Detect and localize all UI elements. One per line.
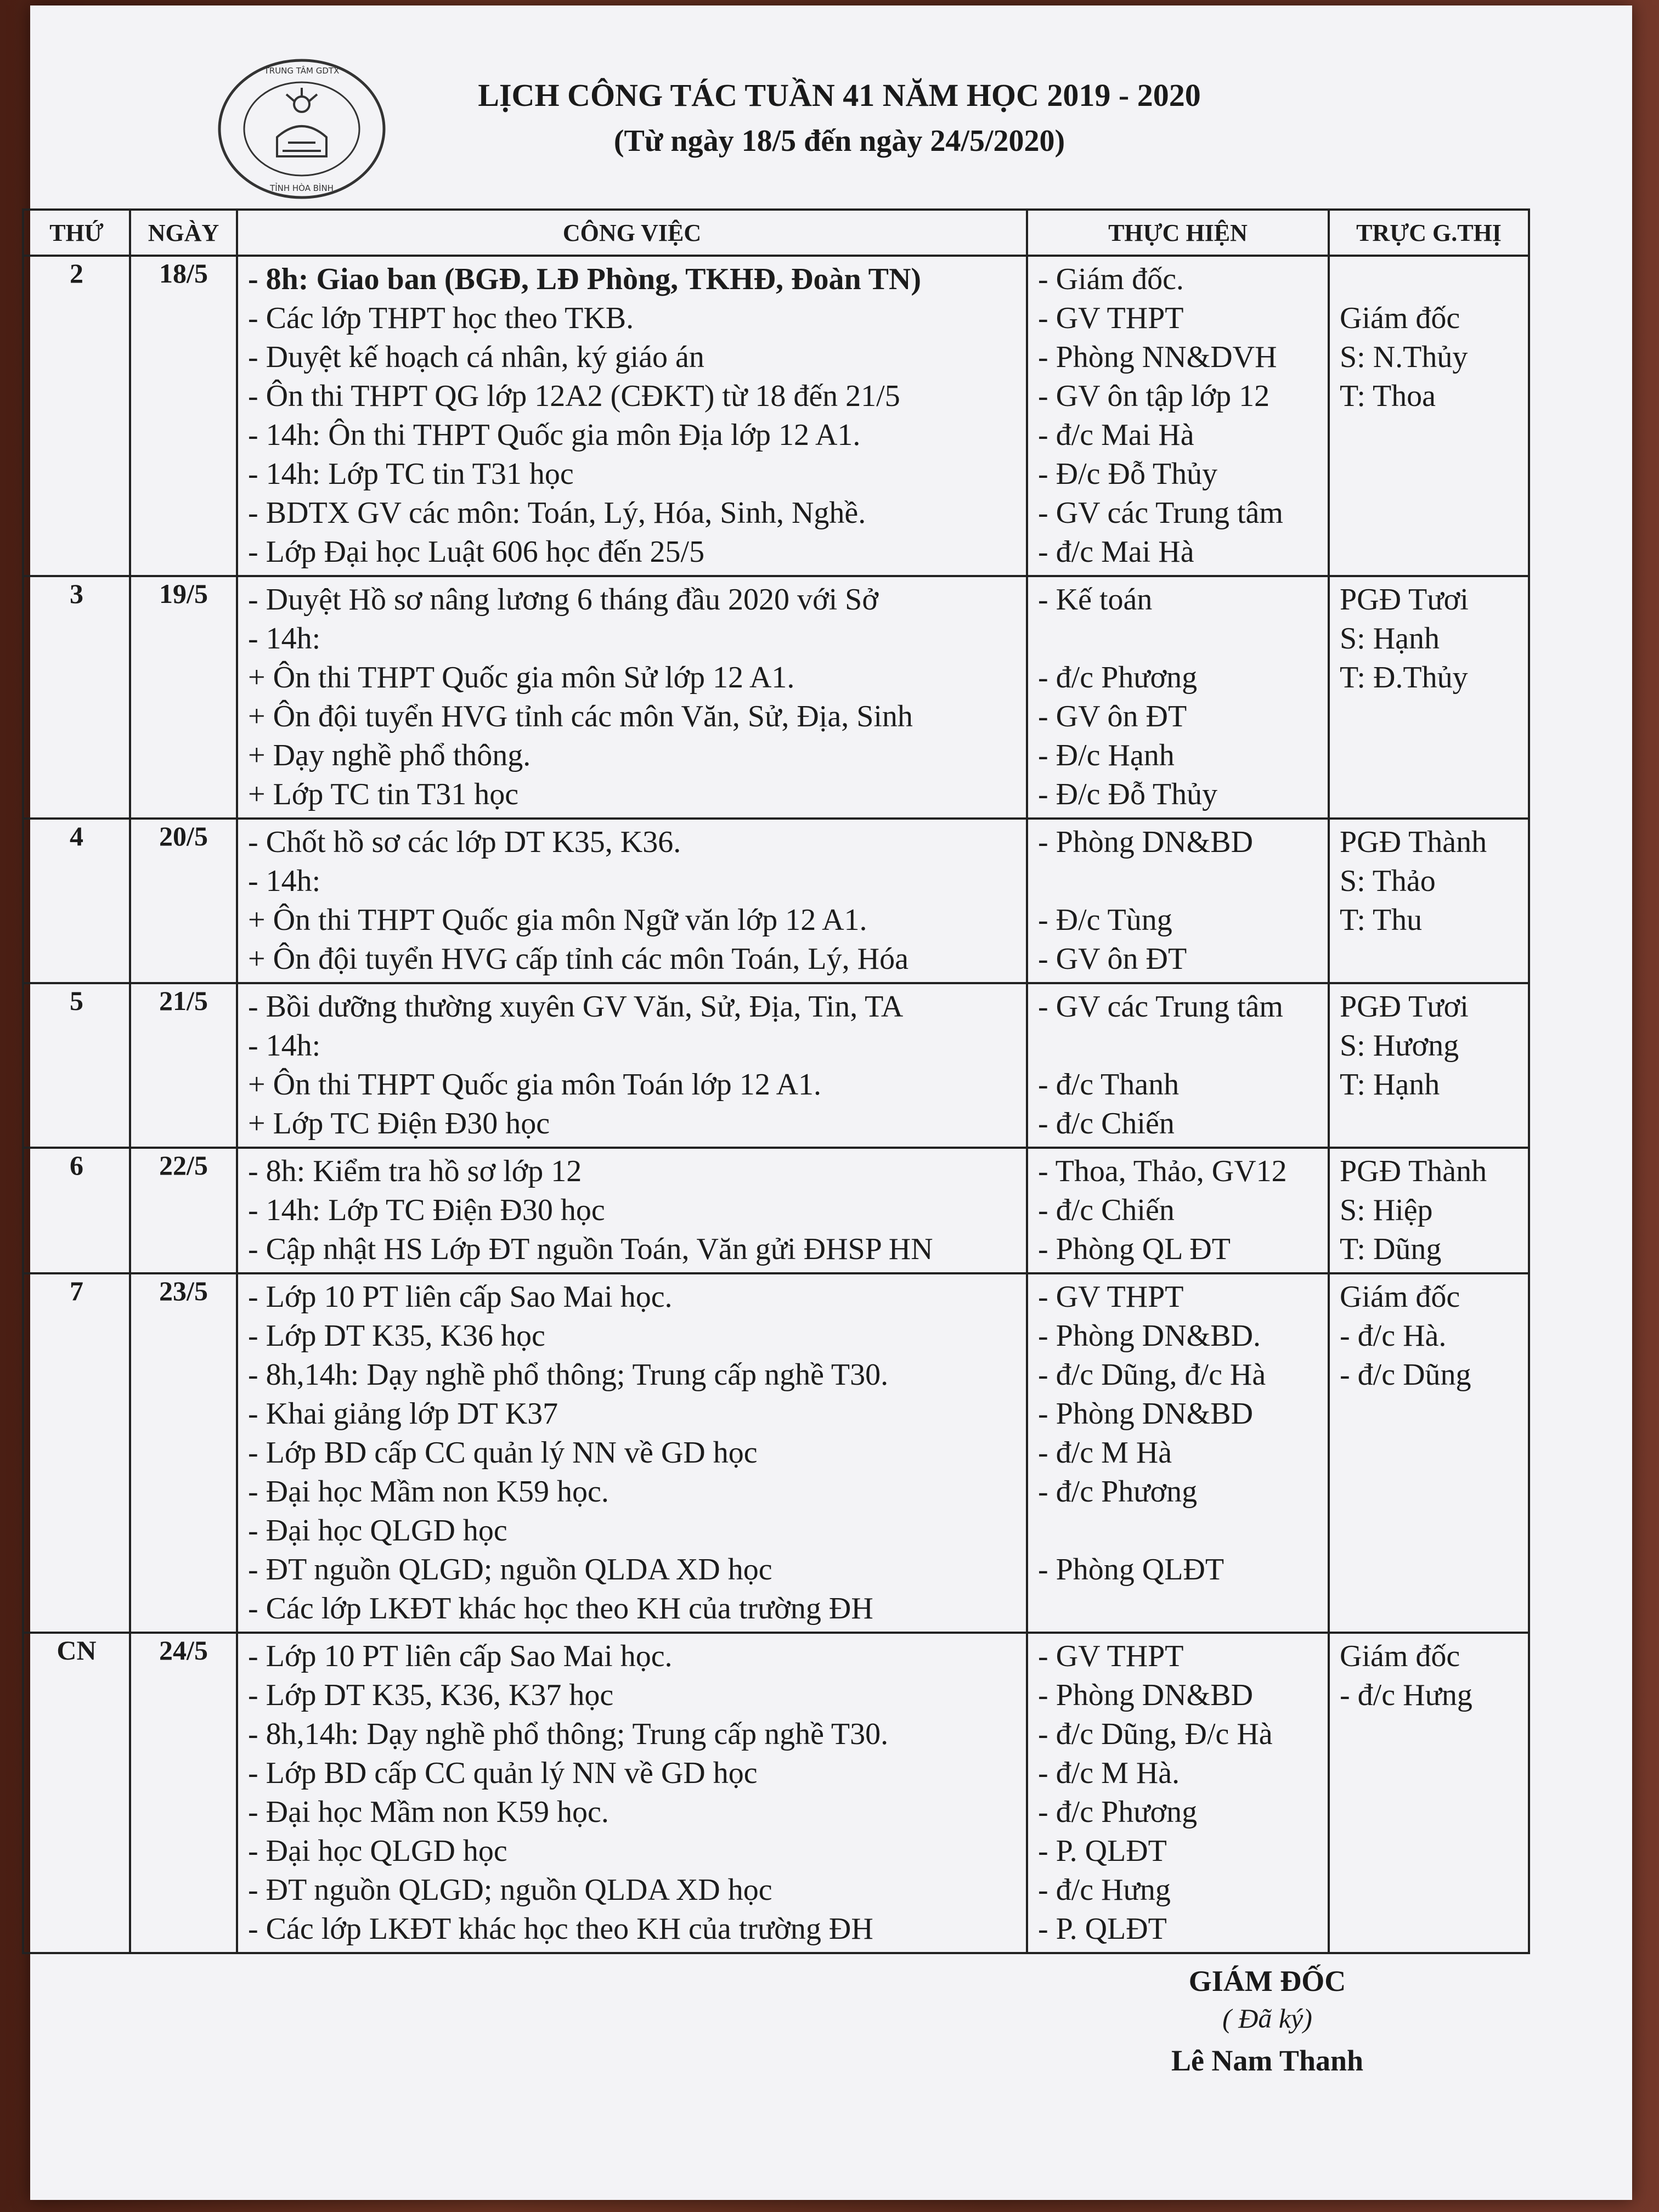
day-cell: 3: [23, 576, 130, 819]
task-line: - Đại học Mầm non K59 học.: [248, 1475, 609, 1509]
duty-line: S: Hiệp: [1340, 1193, 1433, 1227]
executor-line: - Đ/c Tùng: [1038, 903, 1172, 937]
task-line: - ĐT nguồn QLGD; nguồn QLDA XD học: [248, 1873, 772, 1907]
date-cell: 24/5: [130, 1633, 237, 1953]
executor-line: - Giám đốc.: [1038, 262, 1184, 296]
executor-line: - Phòng DN&BD: [1038, 1678, 1254, 1712]
col-header-duty: TRỰC G.THỊ: [1329, 210, 1529, 256]
tasks-cell: [237, 256, 1027, 576]
document-title: LỊCH CÔNG TÁC TUẦN 41 NĂM HỌC 2019 - 2020: [478, 77, 1201, 113]
executor-line: - P. QLĐT: [1038, 1834, 1167, 1868]
executor-line: - P. QLĐT: [1038, 1912, 1167, 1946]
task-line: - 14h: Lớp TC Điện Đ30 học: [248, 1193, 605, 1227]
col-header-executor: THỰC HIỆN: [1027, 210, 1329, 256]
executor-line: - đ/c Phương: [1038, 1475, 1198, 1509]
executor-line: - GV ôn ĐT: [1038, 699, 1187, 733]
duty-line: Giám đốc: [1340, 1280, 1460, 1314]
executor-line: - Phòng QLĐT: [1038, 1553, 1224, 1587]
executor-cell: [1027, 256, 1329, 576]
executor-line: - GV THPT: [1038, 301, 1184, 335]
executor-line: [1038, 1589, 1318, 1628]
duty-cell: [1329, 256, 1529, 576]
day-cell: 4: [23, 819, 130, 983]
tasks-cell: [237, 1148, 1027, 1273]
tasks-cell: [237, 576, 1027, 819]
executor-cell: [1027, 819, 1329, 983]
schedule-table: [22, 208, 1530, 1954]
executor-line: - đ/c Dũng, Đ/c Hà: [1038, 1717, 1273, 1751]
table-row: [23, 983, 1529, 1148]
task-line: - Các lớp LKĐT khác học theo KH của trường ĐH: [248, 1912, 873, 1946]
duty-line: T: Thoa: [1340, 379, 1436, 413]
executor-line: - GV ôn tập lớp 12: [1038, 379, 1270, 413]
task-line: - Đại học QLGD học: [248, 1514, 507, 1548]
executor-line: - GV THPT: [1038, 1639, 1184, 1673]
svg-text:TỈNH HÒA BÌNH: TỈNH HÒA BÌNH: [270, 183, 334, 193]
duty-line: - đ/c Dũng: [1340, 1358, 1471, 1392]
duty-line: S: Hương: [1340, 1029, 1459, 1063]
executor-line: - đ/c Chiến: [1038, 1107, 1175, 1141]
duty-line: - đ/c Hưng: [1340, 1678, 1472, 1712]
task-line: - 14h:: [248, 864, 321, 898]
executor-line: - đ/c Phương: [1038, 661, 1198, 695]
executor-line: - GV các Trung tâm: [1038, 496, 1283, 530]
duty-line: Giám đốc: [1340, 1639, 1460, 1673]
duty-line: S: Thảo: [1340, 864, 1436, 898]
signature-note: ( Đã ký): [1222, 2003, 1312, 2034]
duty-line: Giám đốc: [1340, 301, 1460, 335]
col-header-day: THỨ: [23, 210, 130, 256]
table-row: [23, 1633, 1529, 1953]
document-subtitle: (Từ ngày 18/5 đến ngày 24/5/2020): [613, 124, 1065, 158]
table-row: [23, 576, 1529, 819]
task-line: + Ôn đội tuyển HVG cấp tỉnh các môn Toán, Lý, Hóa: [248, 942, 909, 976]
task-line: - 14h:: [248, 1029, 321, 1063]
duty-cell: [1329, 576, 1529, 819]
duty-line: - đ/c Hà.: [1340, 1319, 1447, 1353]
task-line: - Các lớp LKĐT khác học theo KH của trường ĐH: [248, 1592, 873, 1626]
task-line: - Các lớp THPT học theo TKB.: [248, 301, 634, 335]
tasks-cell: [237, 983, 1027, 1148]
executor-line: - GV THPT: [1038, 1280, 1184, 1314]
date-cell: 22/5: [130, 1148, 237, 1273]
task-line: + Ôn thi THPT Quốc gia môn Sử lớp 12 A1.: [248, 661, 795, 695]
task-line: + Ôn thi THPT Quốc gia môn Ngữ văn lớp 12 A1.: [248, 903, 867, 937]
task-line: + Lớp TC Điện Đ30 học: [248, 1107, 550, 1141]
executor-line: - đ/c Mai Hà: [1038, 418, 1194, 452]
executor-line: [1038, 862, 1318, 901]
task-line: - Lớp BD cấp CC quản lý NN về GD học: [248, 1436, 758, 1470]
executor-line: - Đ/c Đỗ Thủy: [1038, 777, 1218, 811]
col-header-tasks: CÔNG VIỆC: [237, 210, 1027, 256]
executor-line: - Phòng DN&BD: [1038, 1397, 1254, 1431]
executor-line: - đ/c Hưng: [1038, 1873, 1171, 1907]
svg-text:TRUNG TÂM GDTX: TRUNG TÂM GDTX: [264, 66, 340, 76]
col-header-date: NGÀY: [130, 210, 237, 256]
executor-line: - đ/c Mai Hà: [1038, 535, 1194, 569]
tasks-cell: [237, 1633, 1027, 1953]
duty-cell: [1329, 1633, 1529, 1953]
task-line: - 14h: Lớp TC tin T31 học: [248, 457, 574, 491]
day-cell: 5: [23, 983, 130, 1148]
executor-line: [1038, 1511, 1318, 1550]
task-line: - Duyệt kế hoạch cá nhân, ký giáo án: [248, 340, 704, 374]
executor-cell: [1027, 1273, 1329, 1633]
table-row: [23, 1273, 1529, 1633]
task-line: - 8h,14h: Dạy nghề phổ thông; Trung cấp nghề T30.: [248, 1717, 889, 1751]
task-line: - Ôn thi THPT QG lớp 12A2 (CĐKT) từ 18 đến 21/5: [248, 379, 900, 413]
tasks-cell: [237, 819, 1027, 983]
executor-line: - đ/c Dũng, đ/c Hà: [1038, 1358, 1266, 1392]
executor-line: - Đ/c Hạnh: [1038, 738, 1175, 772]
executor-line: - đ/c M Hà.: [1038, 1756, 1180, 1790]
executor-line: - đ/c Phương: [1038, 1795, 1198, 1829]
executor-line: - Kế toán: [1038, 583, 1153, 617]
task-line: - Bồi dưỡng thường xuyên GV Văn, Sử, Địa, Tin, TA: [248, 990, 904, 1024]
table-row: [23, 819, 1529, 983]
task-line: - 14h:: [248, 622, 321, 656]
day-cell: 2: [23, 256, 130, 576]
table-row: [23, 256, 1529, 576]
day-cell: CN: [23, 1633, 130, 1953]
duty-line: T: Thu: [1340, 903, 1423, 937]
executor-line: - GV các Trung tâm: [1038, 990, 1283, 1024]
duty-line: T: Hạnh: [1340, 1068, 1440, 1102]
executor-line: - đ/c Chiến: [1038, 1193, 1175, 1227]
executor-line: - Phòng DN&BD.: [1038, 1319, 1261, 1353]
task-line: - Lớp 10 PT liên cấp Sao Mai học.: [248, 1280, 673, 1314]
task-line: - BDTX GV các môn: Toán, Lý, Hóa, Sinh, Nghề.: [248, 496, 866, 530]
executor-line: - đ/c Thanh: [1038, 1068, 1180, 1102]
task-line: - Đại học QLGD học: [248, 1834, 507, 1868]
task-line: - Cập nhật HS Lớp ĐT nguồn Toán, Văn gửi ĐHSP HN: [248, 1232, 933, 1266]
duty-cell: [1329, 819, 1529, 983]
task-line: - Chốt hồ sơ các lớp DT K35, K36.: [248, 825, 681, 859]
duty-cell: [1329, 1148, 1529, 1273]
task-line: - 8h,14h: Dạy nghề phổ thông; Trung cấp nghề T30.: [248, 1358, 889, 1392]
task-line: - Lớp DT K35, K36, K37 học: [248, 1678, 614, 1712]
task-line: - Lớp DT K35, K36 học: [248, 1319, 545, 1353]
task-line: - Lớp Đại học Luật 606 học đến 25/5: [248, 535, 705, 569]
task-line: - Duyệt Hồ sơ nâng lương 6 tháng đầu 2020 với Sở: [248, 583, 878, 617]
duty-line: S: N.Thủy: [1340, 340, 1468, 374]
signature-name: Lê Nam Thanh: [1171, 2044, 1364, 2077]
date-cell: 18/5: [130, 256, 237, 576]
executor-line: [1038, 1026, 1318, 1065]
executor-line: - Phòng NN&DVH: [1038, 340, 1277, 374]
duty-line: PGĐ Tươi: [1340, 583, 1469, 617]
duty-cell: [1329, 1273, 1529, 1633]
signature-title: GIÁM ĐỐC: [1188, 1965, 1346, 1997]
executor-cell: [1027, 576, 1329, 819]
executor-cell: [1027, 983, 1329, 1148]
day-cell: 6: [23, 1148, 130, 1273]
task-line: - 14h: Ôn thi THPT Quốc gia môn Địa lớp 12 A1.: [248, 418, 861, 452]
duty-cell: [1329, 983, 1529, 1148]
task-line: - 8h: Kiểm tra hồ sơ lớp 12: [248, 1154, 582, 1188]
task-line: + Ôn đội tuyển HVG tỉnh các môn Văn, Sử, Địa, Sinh: [248, 699, 913, 733]
school-seal-logo: [214, 55, 390, 203]
task-line: + Dạy nghề phổ thông.: [248, 738, 531, 772]
duty-line: T: Đ.Thủy: [1340, 661, 1468, 695]
task-line: - 8h: Giao ban (BGĐ, LĐ Phòng, TKHĐ, Đoàn TN): [248, 262, 922, 296]
task-line: - Lớp BD cấp CC quản lý NN về GD học: [248, 1756, 758, 1790]
date-cell: 21/5: [130, 983, 237, 1148]
executor-line: - Thoa, Thảo, GV12: [1038, 1154, 1287, 1188]
duty-line: [1340, 260, 1518, 299]
executor-cell: [1027, 1148, 1329, 1273]
task-line: - Đại học Mầm non K59 học.: [248, 1795, 609, 1829]
duty-line: PGĐ Thành: [1340, 825, 1487, 859]
date-cell: 19/5: [130, 576, 237, 819]
executor-line: - đ/c M Hà: [1038, 1436, 1172, 1470]
table-header-row: [23, 210, 1529, 256]
executor-cell: [1027, 1633, 1329, 1953]
day-cell: 7: [23, 1273, 130, 1633]
duty-line: PGĐ Tươi: [1340, 990, 1469, 1024]
executor-line: - Phòng DN&BD: [1038, 825, 1254, 859]
task-line: + Ôn thi THPT Quốc gia môn Toán lớp 12 A1.: [248, 1068, 822, 1102]
table-row: [23, 1148, 1529, 1273]
duty-line: PGĐ Thành: [1340, 1154, 1487, 1188]
task-line: - ĐT nguồn QLGD; nguồn QLDA XD học: [248, 1553, 772, 1587]
date-cell: 23/5: [130, 1273, 237, 1633]
executor-line: - Đ/c Đỗ Thủy: [1038, 457, 1218, 491]
task-line: + Lớp TC tin T31 học: [248, 777, 519, 811]
duty-line: S: Hạnh: [1340, 622, 1440, 656]
task-line: - Khai giảng lớp DT K37: [248, 1397, 558, 1431]
executor-line: - Phòng QL ĐT: [1038, 1232, 1231, 1266]
task-line: - Lớp 10 PT liên cấp Sao Mai học.: [248, 1639, 673, 1673]
date-cell: 20/5: [130, 819, 237, 983]
executor-line: - GV ôn ĐT: [1038, 942, 1187, 976]
tasks-cell: [237, 1273, 1027, 1633]
duty-line: T: Dũng: [1340, 1232, 1442, 1266]
executor-line: [1038, 619, 1318, 658]
